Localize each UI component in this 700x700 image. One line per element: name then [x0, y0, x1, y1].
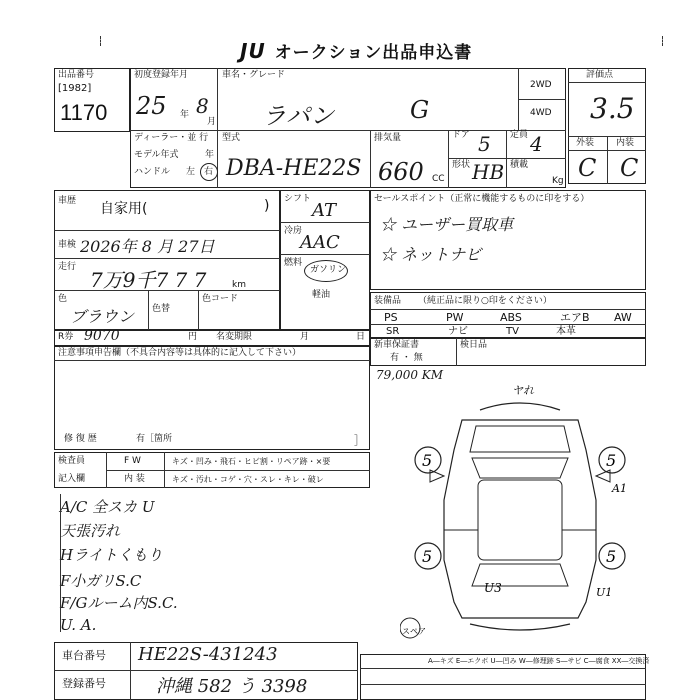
interior-entry-items: キズ・汚れ・コゲ・穴・スレ・キレ・破レ — [172, 475, 324, 484]
damage-legend: A―キズ E―エクボ U―凹み W―修理跡 S―サビ C―腐食 XX―交換済 — [428, 657, 650, 665]
history-label: 車歴 — [58, 196, 77, 206]
yen-label: 円 — [188, 332, 198, 342]
damage-mark-right: A1 — [612, 482, 627, 495]
load-unit: Kg — [552, 176, 564, 186]
divider — [130, 642, 131, 700]
color-change-label: 色替 — [152, 304, 171, 314]
mileage-unit: km — [232, 280, 246, 290]
sales-point-line1: ☆ ユーザー買取車 — [380, 215, 514, 234]
equip-leather: 本革 — [556, 326, 576, 337]
divider — [54, 670, 358, 671]
handwritten-note: U. A. — [60, 616, 97, 634]
handwritten-note: A/C 全スカ U — [60, 498, 155, 516]
drive-2wd: 2WD — [530, 80, 552, 90]
handwritten-note: F/Gルーム内S.C. — [60, 594, 178, 612]
fuel-value: ガソリン — [310, 265, 347, 275]
exhibit-no-label: 出品番号 — [58, 70, 95, 80]
notes-box — [54, 346, 370, 450]
damage-mark-rear: U3 — [484, 581, 502, 595]
reg-label: 登録番号 — [62, 677, 106, 690]
divider — [198, 290, 199, 330]
inspection-value: 2026年 8 月 27日 — [80, 237, 215, 256]
shape-label: 形状 — [452, 160, 471, 170]
front-bumper — [480, 403, 560, 410]
day-label: 日 — [356, 332, 366, 342]
spare-label: スペア — [402, 627, 426, 636]
sales-point-box — [370, 190, 646, 290]
equip-navi: ナビ — [448, 326, 468, 337]
inspection-label: 車検 — [58, 240, 77, 250]
car-damage-diagram — [400, 380, 640, 640]
tire-value: 5 — [606, 451, 617, 470]
divider — [106, 470, 370, 471]
divider — [456, 338, 457, 366]
equip-abs: ABS — [500, 311, 522, 324]
equip-pw: PW — [446, 311, 464, 324]
divider — [448, 158, 566, 159]
capacity-label: 定員 — [510, 130, 529, 140]
year-suffix: 年 — [180, 110, 190, 120]
type-label: 型式 — [222, 133, 241, 143]
fw-label: F W — [124, 456, 141, 466]
handle-left: 左 — [186, 167, 196, 177]
rear-bumper — [470, 624, 570, 630]
handle-right: 右 — [204, 167, 214, 177]
capacity-value: 4 — [530, 132, 543, 156]
r-ken-label: R券 — [58, 332, 74, 342]
color-code-label: 色コード — [202, 294, 239, 304]
divider — [54, 360, 370, 361]
displacement-value: 660 — [378, 158, 424, 186]
divider — [54, 258, 280, 259]
equip-aw: AW — [614, 311, 632, 324]
first-reg-label: 初度登録年月 — [134, 70, 189, 80]
divider — [360, 684, 646, 685]
doors-label: ドア — [452, 130, 470, 140]
shift-value: AT — [312, 200, 337, 221]
damage-mark-front: ヤれ — [512, 384, 534, 397]
mileage-value: 7万9千7 7 7 — [90, 268, 207, 292]
car-body-outline — [444, 420, 596, 618]
equip-airbag: エアB — [560, 311, 590, 324]
month-label: 月 — [300, 332, 310, 342]
divider — [54, 230, 280, 231]
crop-mark — [100, 36, 101, 46]
history-close-paren: ) — [264, 198, 270, 214]
repair-value: 有［箇所 — [136, 434, 173, 444]
fuel-label: 燃料 — [284, 258, 303, 268]
reg-value: 沖縄 582 う 3398 — [156, 676, 308, 697]
roof — [478, 480, 562, 560]
equip-ps: PS — [384, 311, 398, 324]
chassis-label: 車台番号 — [62, 649, 106, 662]
equip-sr: SR — [386, 326, 400, 337]
extra-label: 検日品 — [460, 340, 488, 350]
exterior-value: C — [578, 154, 597, 182]
exterior-label: 外装 — [576, 138, 595, 148]
displacement-label: 排気量 — [374, 133, 402, 143]
model-name: ラパン — [262, 102, 334, 130]
tire-value: 5 — [422, 451, 433, 470]
divider — [130, 130, 370, 131]
divider — [280, 254, 370, 255]
divider — [370, 324, 646, 325]
damage-mark-rear-right: U1 — [596, 586, 613, 599]
mileage-label: 走行 — [58, 262, 77, 272]
km-note: 79,000 KM — [376, 368, 444, 382]
crop-mark — [662, 36, 663, 46]
first-reg-month: 8 — [196, 94, 209, 118]
r-ken-value: 9070 — [84, 328, 120, 344]
repair-close-bracket: ］ — [354, 434, 365, 447]
inspector-label: 検査員 — [58, 456, 86, 466]
grade: G — [410, 96, 430, 124]
model-year-label: モデル年式 — [134, 150, 179, 160]
dealer-label: ディーラー・並 行 — [134, 133, 209, 143]
drive-4wd: 4WD — [530, 108, 552, 118]
handle-label: ハンドル — [134, 167, 171, 177]
repair-label: 修 復 歴 — [64, 434, 97, 444]
new-car-options: 有 ・ 無 — [390, 353, 423, 363]
interior-label: 内装 — [616, 138, 635, 148]
divider — [360, 668, 646, 669]
equipment-note: （純正品に限り○印をください） — [418, 296, 552, 306]
score-label: 評価点 — [586, 70, 614, 80]
handwritten-note: Hライトくもり — [60, 546, 163, 564]
fw-items: キズ・凹み・飛石・ヒビ割・リペア跡・×要 — [172, 457, 331, 466]
color-label: 色 — [58, 294, 68, 304]
lot-number: 1170 — [60, 100, 108, 125]
new-car-label: 新車保証書 — [374, 340, 420, 350]
interior-value: C — [620, 154, 639, 182]
divider — [518, 99, 566, 100]
handwritten-note: 天張汚れ — [60, 522, 121, 540]
divider — [607, 136, 608, 184]
entry-label: 記入欄 — [58, 474, 86, 484]
doors-value: 5 — [478, 132, 491, 156]
divider — [370, 130, 371, 188]
sales-point-line2: ☆ ネットナビ — [380, 245, 482, 264]
displacement-unit: CC — [432, 174, 445, 184]
divider — [148, 290, 149, 330]
interior-entry-label: 内 装 — [124, 474, 145, 484]
divider — [506, 130, 507, 188]
load-label: 積載 — [510, 160, 529, 170]
divider — [448, 130, 449, 188]
month-suffix: 月 — [207, 117, 217, 127]
tire-value: 5 — [606, 547, 617, 566]
ac-value: AAC — [300, 232, 340, 253]
notes-left-rule — [60, 494, 61, 632]
tire-value: 5 — [422, 547, 433, 566]
first-reg-year: 25 — [136, 92, 167, 120]
model-year-suffix: 年 — [205, 150, 215, 160]
shape-value: HB — [472, 160, 505, 184]
hood — [470, 426, 570, 452]
divider — [370, 309, 646, 310]
color-value: ブラウン — [70, 307, 135, 326]
shift-label: シフト — [284, 194, 312, 204]
name-change-label: 名変期限 — [216, 332, 253, 342]
equipment-label: 装備品 — [374, 296, 402, 306]
form-title — [240, 38, 472, 63]
divider — [568, 82, 646, 83]
divider — [280, 222, 370, 223]
equip-tv: TV — [506, 326, 519, 337]
score-value: 3.5 — [590, 92, 635, 125]
ju-logo: JU — [240, 39, 266, 63]
sales-point-label: セールスポイント（正常に機能するものに印をする） — [374, 194, 590, 204]
model-name-label: 車名・グレード — [222, 70, 286, 80]
ac-label: 冷房 — [284, 226, 303, 236]
light-oil-label: 軽油 — [312, 290, 331, 300]
windshield — [472, 458, 568, 478]
type-value: DBA-HE22S — [226, 156, 362, 181]
chassis-value: HE22S-431243 — [138, 644, 278, 665]
notes-header: 注意事項申告欄（不具合内容等は具体的に記入して下さい） — [58, 348, 302, 358]
history-value: 自家用( — [100, 201, 148, 217]
exhibit-no-bracket: [1982] — [58, 83, 92, 94]
form-title-text: オークション出品申込書 — [274, 43, 473, 63]
handwritten-note: F小ガリS.C — [60, 572, 142, 590]
